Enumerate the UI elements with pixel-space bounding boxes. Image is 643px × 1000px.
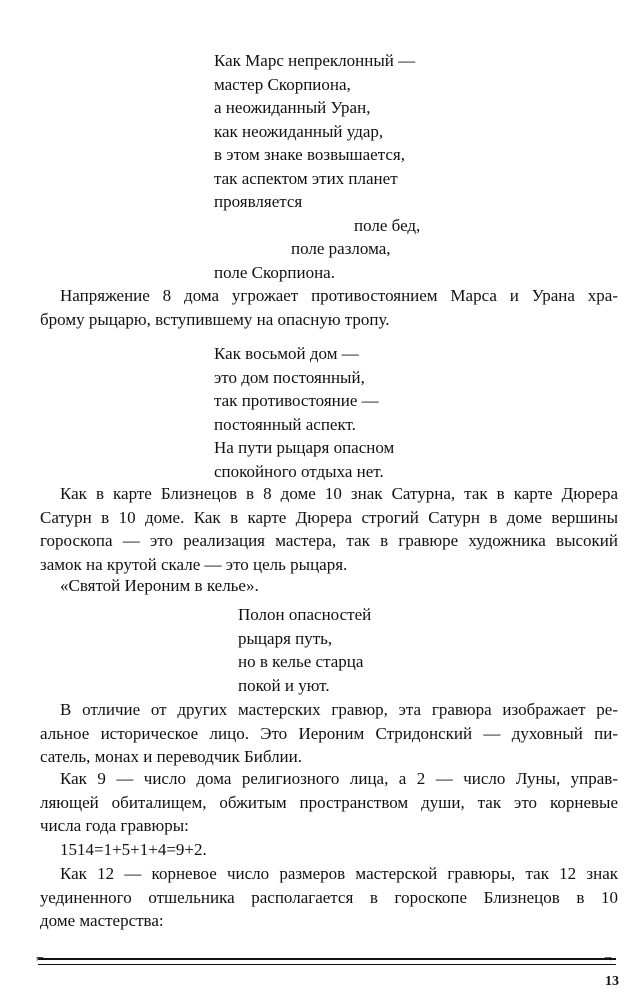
paragraph-durer-saturn bbox=[40, 482, 618, 576]
verse-line: Как восьмой дом — bbox=[214, 344, 359, 363]
footer-rule-thin bbox=[38, 964, 616, 965]
verse-line: мастер Скорпиона, bbox=[214, 74, 351, 94]
text-line: В отличие от других мастерских гравюр, эта гравюра изображает ре- bbox=[60, 700, 618, 719]
verse-line: рыцаря путь, bbox=[238, 628, 333, 648]
verse-line: Полон опасностей bbox=[238, 605, 372, 624]
year-formula-line: 1514=1+5+1+4=9+2. bbox=[60, 840, 207, 859]
verse-line: поле разлома, bbox=[291, 239, 391, 258]
verse-line: покой и уют. bbox=[238, 675, 330, 695]
text-line: гороскопа — это реализация мастера, так в гравюре художника высокий bbox=[40, 531, 618, 550]
footer-rule-thick bbox=[38, 958, 616, 960]
text-line: Как 12 — корневое число размеров мастерской гравюры, так 12 знак bbox=[60, 864, 618, 883]
footer-swash-right-icon: ¬ bbox=[604, 951, 612, 966]
verse-line: в этом знаке возвышается, bbox=[214, 145, 405, 164]
verse-line: как неожиданный удар, bbox=[214, 121, 384, 141]
verse-line: На пути рыцаря опасном bbox=[214, 438, 395, 457]
verse-line: Как Марс непреклонный — bbox=[214, 51, 416, 70]
footer-swash-left-icon: ⌐ bbox=[36, 951, 44, 966]
page-number: 13 bbox=[605, 974, 619, 989]
verse-line: спокойного отдыха нет. bbox=[214, 461, 384, 481]
paragraph-root-numbers bbox=[40, 767, 618, 838]
paragraph-jerome-history bbox=[40, 698, 618, 769]
text-line: Как в карте Близнецов в 8 доме 10 знак Сатурна, так в карте Дюрера bbox=[60, 484, 618, 503]
verse-line: это дом постоянный, bbox=[214, 367, 365, 387]
paragraph-8th-house bbox=[40, 284, 618, 331]
text-line: замок на крутой скале — это цель рыцаря. bbox=[40, 554, 348, 574]
verse-8th-house bbox=[214, 342, 394, 483]
verse-line: поле бед, bbox=[354, 215, 421, 235]
text-line: числа года гравюры: bbox=[40, 816, 189, 835]
paragraph-jerome-title bbox=[40, 574, 618, 598]
verse-line: но в келье старца bbox=[238, 652, 364, 671]
paragraph-engraving-size bbox=[40, 862, 618, 933]
verse-scorpio bbox=[214, 49, 420, 284]
text-line: Напряжение 8 дома угрожает противостоянием Марса и Урана хра- bbox=[60, 286, 618, 305]
verse-line: постоянный аспект. bbox=[214, 414, 356, 434]
verse-knight-path bbox=[238, 603, 371, 697]
text-line: сатель, монах и переводчик Библии. bbox=[40, 747, 302, 766]
verse-line: так противостояние — bbox=[214, 391, 379, 410]
text-line: ляющей обиталищем, обжитым пространством души, так это корневые bbox=[40, 792, 618, 812]
paragraph-year-formula bbox=[40, 838, 618, 862]
verse-line: а неожиданный Уран, bbox=[214, 98, 371, 117]
verse-line: так аспектом этих планет bbox=[214, 168, 398, 188]
engraving-title-line: «Святой Иероним в келье». bbox=[60, 576, 259, 595]
verse-line: проявляется bbox=[214, 192, 303, 211]
text-line: доме мастерства: bbox=[40, 911, 164, 930]
text-line: Как 9 — число дома религиозного лица, а 2 — число Луны, управ- bbox=[60, 769, 618, 788]
text-line: Сатурн в 10 доме. Как в карте Дюрера строгий Сатурн в доме вершины bbox=[40, 507, 618, 527]
text-line: брому рыцарю, вступившему на опасную тропу. bbox=[40, 309, 390, 329]
verse-line: поле Скорпиона. bbox=[214, 262, 335, 282]
text-line: уединенного отшельника располагается в гороскопе Близнецов в 10 bbox=[40, 887, 618, 907]
text-line: альное историческое лицо. Это Иероним Стридонский — духовный пи- bbox=[40, 723, 618, 743]
